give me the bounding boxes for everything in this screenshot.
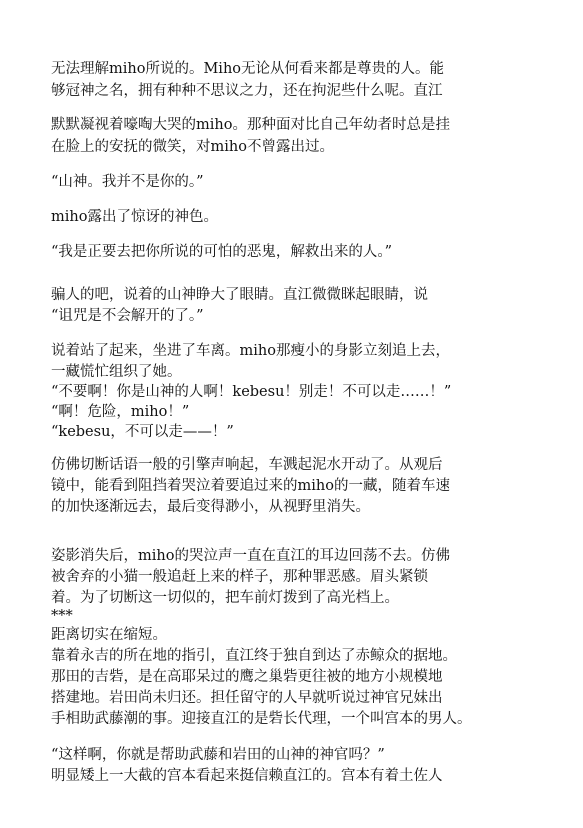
- text-line: 靠着永吉的所在地的指引，直江终于独自到达了赤鲸众的据地。: [51, 648, 457, 664]
- text-line: “kebesu，不可以走——！”: [51, 424, 234, 440]
- text-line: “不要啊！你是山神的人啊！kebesu！别走！不可以走……！”: [51, 384, 452, 400]
- text-line: 镜中，能看到阻挡着哭泣着要追过来的miho的一藏，随着车速: [51, 478, 450, 494]
- text-line: 姿影消失后，miho的哭泣声一直在直江的耳边回荡不去。仿佛: [51, 548, 450, 564]
- text-line: 在脸上的安抚的微笑，对miho不曾露出过。: [51, 139, 334, 155]
- text-line: “这样啊，你就是帮助武藤和岩田的山神的神官吗？”: [51, 747, 385, 763]
- text-line: 明显矮上一大截的宫本看起来挺信赖直江的。宫本有着土佐人: [51, 768, 443, 784]
- text-line: “诅咒是不会解开的了。”: [51, 308, 204, 324]
- text-line: 仿佛切断话语一般的引擎声响起，车溅起泥水开动了。从观后: [51, 457, 443, 473]
- text-line: “我是正要去把你所说的可怕的恶鬼，解救出来的人。”: [51, 244, 393, 260]
- text-line: 那田的吉砦，是在高耶呆过的鹰之巢砦更往被的地方小规模地: [51, 669, 443, 685]
- text-line: 距离切实在缩短。: [51, 627, 167, 643]
- text-line: 搭建地。岩田尚未归还。担任留守的人早就听说过神官兄妹出: [51, 690, 443, 706]
- text-line: 够冠神之名，拥有种种不思议之力，还在拘泥些什么呢。直江: [51, 83, 443, 99]
- text-line: 骗人的吧，说着的山神睁大了眼睛。直江微微眯起眼睛，说: [51, 287, 428, 303]
- text-line: 说着站了起来，坐进了车离。miho那瘦小的身影立刻追上去，: [51, 343, 450, 359]
- text-line: “山神。我并不是你的。”: [51, 174, 204, 190]
- text-line: 的加快逐渐远去，最后变得渺小，从视野里消失。: [51, 499, 370, 515]
- text-line: 手相助武藤潮的事。迎接直江的是砦长代理，一个叫宫本的男人。: [51, 711, 472, 727]
- text-line: 无法理解miho所说的。Miho无论从何看来都是尊贵的人。能: [51, 61, 445, 77]
- text-line: 一藏慌忙组织了她。: [51, 364, 182, 380]
- text-line: miho露出了惊讶的神色。: [51, 209, 218, 225]
- text-line: 着。为了切断这一切似的，把车前灯拨到了高光档上。: [51, 590, 399, 606]
- text-line: 被舍弃的小猫一般追赶上来的样子，那种罪恶感。眉头紧锁: [51, 569, 428, 585]
- text-line: 默默凝视着嚎啕大哭的miho。那种面对比自己年幼者时总是挂: [51, 117, 450, 133]
- text-line: “啊！危险，miho！”: [51, 404, 190, 420]
- section-separator: ***: [51, 608, 73, 624]
